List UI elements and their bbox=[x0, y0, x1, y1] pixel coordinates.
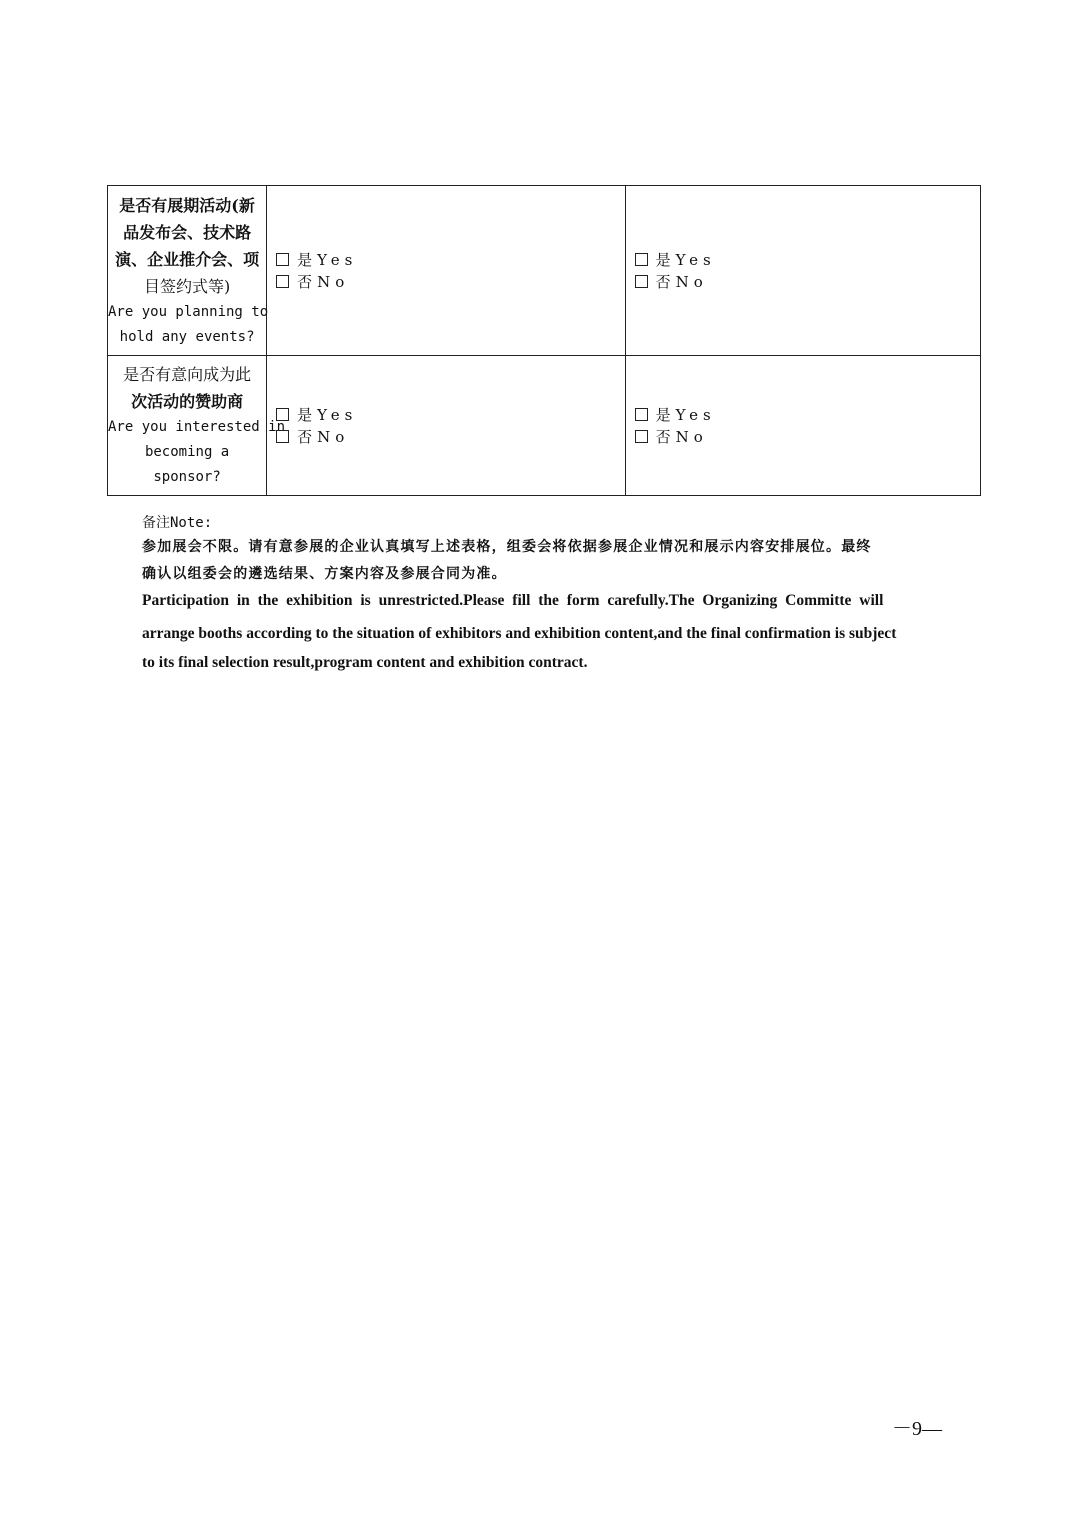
sponsor-label-en-3: sponsor? bbox=[153, 469, 221, 485]
note-zh-line-1: 参加展会不限。请有意参展的企业认真填写上述表格，组委会将依据参展企业情况和展示内容安排展位。最终 bbox=[142, 539, 872, 555]
sponsor-yes-option-b[interactable]: 是Yes bbox=[635, 404, 980, 426]
sponsor-options-cell-a bbox=[267, 356, 625, 496]
table-row-events bbox=[108, 186, 981, 356]
events-no-option-a[interactable]: 否No bbox=[276, 271, 624, 293]
checkbox-icon[interactable] bbox=[276, 430, 289, 443]
sponsor-label-cell bbox=[108, 356, 286, 496]
checkbox-icon[interactable] bbox=[635, 275, 648, 288]
events-label-zh-2: 品发布会、技术路 bbox=[123, 222, 252, 242]
note-en-line-3: to its final selection result,program content and exhibition contract. bbox=[142, 654, 588, 671]
events-yes-option-b[interactable]: 是Yes bbox=[635, 249, 980, 271]
sponsor-label-en-2: becoming a bbox=[144, 444, 230, 460]
note-en-text bbox=[142, 590, 952, 674]
form-table bbox=[107, 185, 981, 496]
events-options-cell-b bbox=[625, 186, 980, 356]
events-label-cell bbox=[108, 186, 267, 356]
events-label-zh-4: 目签约式等) bbox=[143, 276, 231, 296]
checkbox-icon[interactable] bbox=[276, 408, 289, 421]
events-label-zh-3: 演、企业推介会、项 bbox=[115, 249, 260, 269]
note-block bbox=[142, 512, 952, 674]
sponsor-label-zh-2: 次活动的赞助商 bbox=[131, 392, 244, 411]
events-label-en-1: Are you planning to bbox=[108, 303, 269, 320]
checkbox-icon[interactable] bbox=[276, 253, 289, 266]
note-zh-line-2: 确认以组委会的遴选结果、方案内容及参展合同为准。 bbox=[142, 566, 507, 582]
checkbox-icon[interactable] bbox=[635, 430, 648, 443]
events-label-en-2: hold any events? bbox=[119, 328, 255, 345]
events-yes-option-a[interactable]: 是Yes bbox=[276, 249, 624, 271]
checkbox-icon[interactable] bbox=[635, 253, 648, 266]
checkbox-icon[interactable] bbox=[635, 408, 648, 421]
sponsor-no-option-a[interactable]: 否No bbox=[276, 426, 624, 448]
sponsor-yes-option-a[interactable]: 是Yes bbox=[276, 404, 624, 426]
events-options-cell-a bbox=[267, 186, 625, 356]
sponsor-label-en-1: Are you interested in bbox=[108, 419, 286, 435]
events-no-option-b[interactable]: 否No bbox=[635, 271, 980, 293]
note-en-line-2: arrange booths according to the situation of exhibitors and exhibition content,and the final confirmation is subject bbox=[142, 625, 897, 642]
page-number: －9— bbox=[892, 1418, 942, 1440]
sponsor-label-zh-1: 是否有意向成为此 bbox=[123, 365, 252, 384]
sponsor-options-cell-b bbox=[625, 356, 980, 496]
checkbox-icon[interactable] bbox=[276, 275, 289, 288]
events-label-zh-1: 是否有展期活动(新 bbox=[119, 195, 255, 215]
note-title: 备注Note: bbox=[142, 515, 213, 531]
note-en-line-1: Participation in the exhibition is unrestricted.Please fill the form carefully.The Organizing Committe will bbox=[142, 592, 884, 609]
table-row-sponsor bbox=[108, 356, 981, 496]
sponsor-no-option-b[interactable]: 否No bbox=[635, 426, 980, 448]
